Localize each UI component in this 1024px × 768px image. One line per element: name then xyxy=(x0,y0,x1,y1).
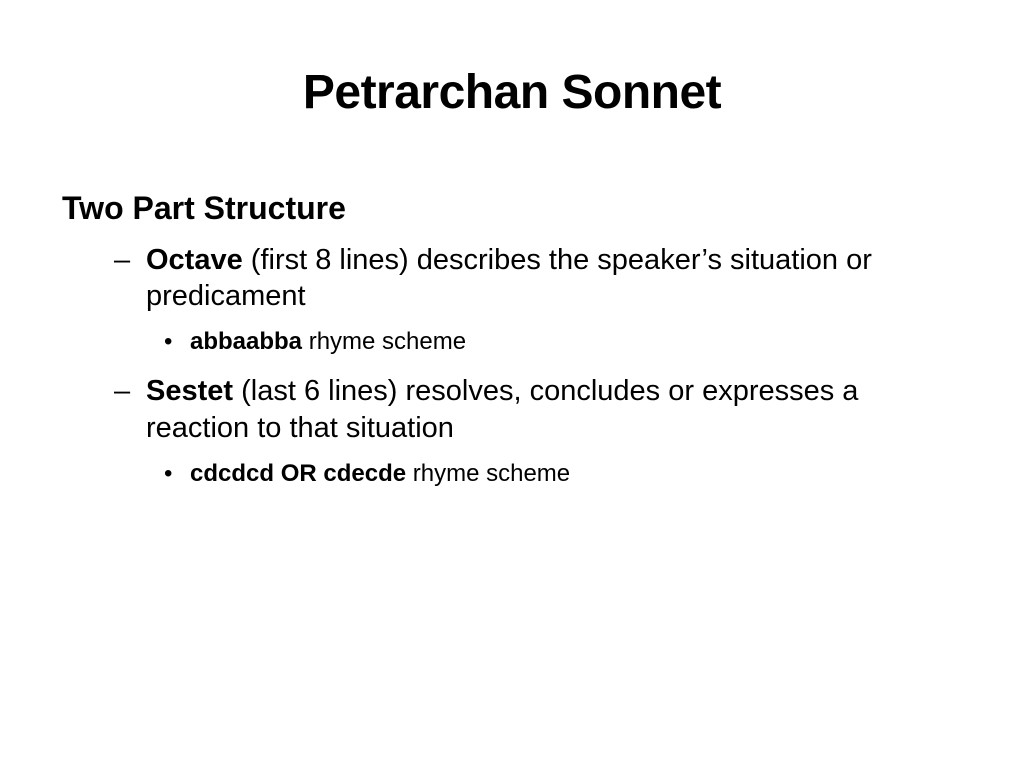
slide-title: Petrarchan Sonnet xyxy=(302,66,722,119)
dash-bullet-icon: – xyxy=(114,375,131,408)
sestet-rhyme-item xyxy=(62,458,962,489)
section-heading: Two Part Structure xyxy=(62,190,346,226)
sestet-description: (last 6 lines) resolves, concludes or expresses a reaction to that situation xyxy=(146,375,859,444)
sestet-rhyme-text: rhyme scheme xyxy=(406,459,571,487)
octave-rhyme-term: abbaabba xyxy=(190,328,303,356)
octave-term: Octave xyxy=(146,243,243,276)
octave-rhyme-item xyxy=(62,326,962,357)
dot-bullet-icon: • xyxy=(164,459,173,487)
octave-rhyme-text: rhyme scheme xyxy=(302,328,467,356)
sestet-item xyxy=(62,373,926,446)
sestet-term: Sestet xyxy=(146,375,234,408)
octave-description: (first 8 lines) describes the speaker’s situation or predicament xyxy=(146,243,872,312)
sestet-rhyme-term: cdcdcd OR cdecde xyxy=(190,459,407,487)
dot-bullet-icon: • xyxy=(164,328,173,356)
dash-bullet-icon: – xyxy=(114,243,131,276)
octave-item xyxy=(62,242,926,315)
slide-body xyxy=(62,188,962,505)
